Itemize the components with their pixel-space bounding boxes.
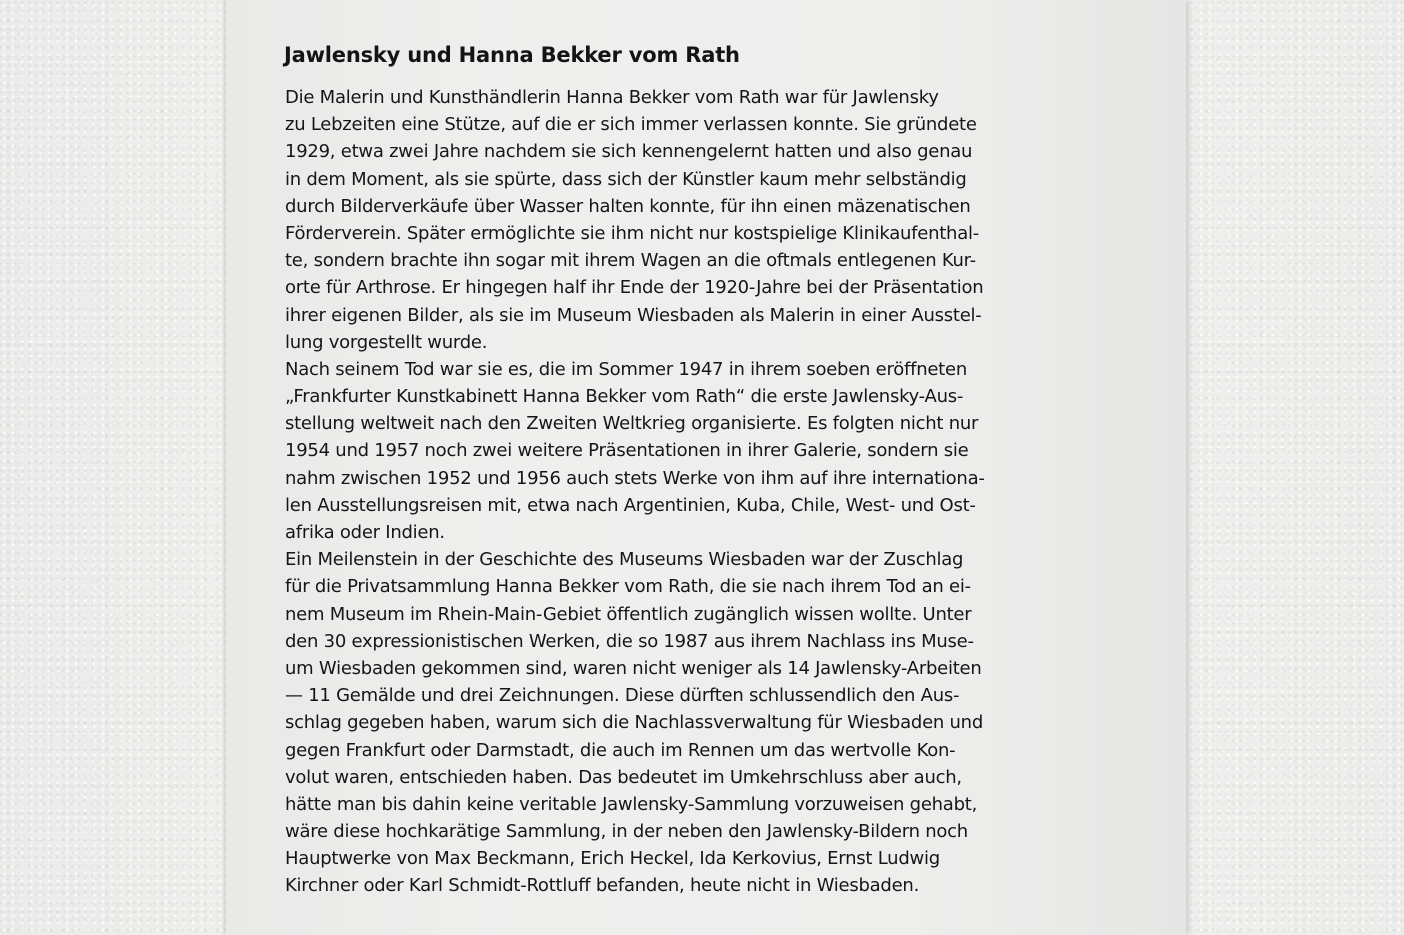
text-line: Nach seinem Tod war sie es, die im Sommer 1947 in ihrem soeben eröffneten [285,358,967,380]
text-line: 1929, etwa zwei Jahre nachdem sie sich kennengelernt hatten und also genau [285,141,973,163]
text-line: schlag gegeben haben, warum sich die Nachlassverwaltung für Wiesbaden und [285,712,984,734]
text-line: gegen Frankfurt oder Darmstadt, die auch im Rennen um das wertvolle Kon- [285,739,956,761]
text-line: Die Malerin und Kunsthändlerin Hanna Bekker vom Rath war für Jawlensky [285,87,939,108]
text-line: „Frankfurter Kunstkabinett Hanna Bekker vom Rath“ die erste Jawlensky-Aus- [285,386,964,408]
text-line: ihrer eigenen Bilder, als sie im Museum Wiesbaden als Malerin in einer Ausstel- [285,304,982,326]
text-line: wäre diese hochkarätige Sammlung, in der neben den Jawlensky-Bildern noch [285,821,968,843]
text-line: afrika oder Indien. [285,522,445,543]
text-line: nahm zwischen 1952 und 1956 auch stets Werke von ihm auf ihre internationa- [285,467,985,489]
text-line: Kirchner oder Karl Schmidt-Rottluff befanden, heute nicht in Wiesbaden. [285,875,920,897]
text-line: lung vorgestellt wurde. [285,331,488,353]
text-line: volut waren, entschieden haben. Das bedeutet im Umkehrschluss aber auch, [285,766,962,788]
placard-title: Jawlensky und Hanna Bekker vom Rath [284,43,740,67]
text-line: 1954 und 1957 noch zwei weitere Präsentationen in ihrer Galerie, sondern sie [285,440,969,462]
museum-placard [226,0,1186,935]
text-line: zu Lebzeiten eine Stütze, auf die er sich immer verlassen konnte. Sie gründete [285,114,977,136]
text-line: für die Privatsammlung Hanna Bekker vom Rath, die sie nach ihrem Tod an ei- [285,576,971,598]
text-line: orte für Arthrose. Er hingegen half ihr Ende der 1920-Jahre bei der Präsentation [285,277,984,299]
text-line: stellung weltweit nach den Zweiten Weltkrieg organisierte. Es folgten nicht nur [285,413,979,435]
text-line: in dem Moment, als sie spürte, dass sich der Künstler kaum mehr selbständig [285,168,967,190]
text-line: Hauptwerke von Max Beckmann, Erich Heckel, Ida Kerkovius, Ernst Ludwig [285,848,940,870]
text-line: len Ausstellungsreisen mit, etwa nach Argentinien, Kuba, Chile, West- und Ost- [285,494,976,516]
text-line: um Wiesbaden gekommen sind, waren nicht weniger als 14 Jawlensky-Arbeiten [285,657,982,679]
text-line: Förderverein. Später ermöglichte sie ihm nicht nur kostspielige Klinikaufenthal- [285,222,979,244]
text-line: durch Bilderverkäufe über Wasser halten konnte, für ihn einen mäzenatischen [285,195,971,217]
text-line: — 11 Gemälde und drei Zeichnungen. Diese dürften schlussendlich den Aus- [285,685,960,707]
text-line: nem Museum im Rhein-Main-Gebiet öffentlich zugänglich wissen wollte. Unter [285,603,972,625]
text-line: te, sondern brachte ihn sogar mit ihrem Wagen an die oftmals entlegenen Kur- [285,250,976,272]
placard-body-text [285,84,1065,900]
text-line: Ein Meilenstein in der Geschichte des Museums Wiesbaden war der Zuschlag [285,549,964,571]
text-line: den 30 expressionistischen Werken, die so 1987 aus ihrem Nachlass ins Muse- [285,630,974,652]
text-line: hätte man bis dahin keine veritable Jawlensky-Sammlung vorzuweisen gehabt, [285,793,978,815]
